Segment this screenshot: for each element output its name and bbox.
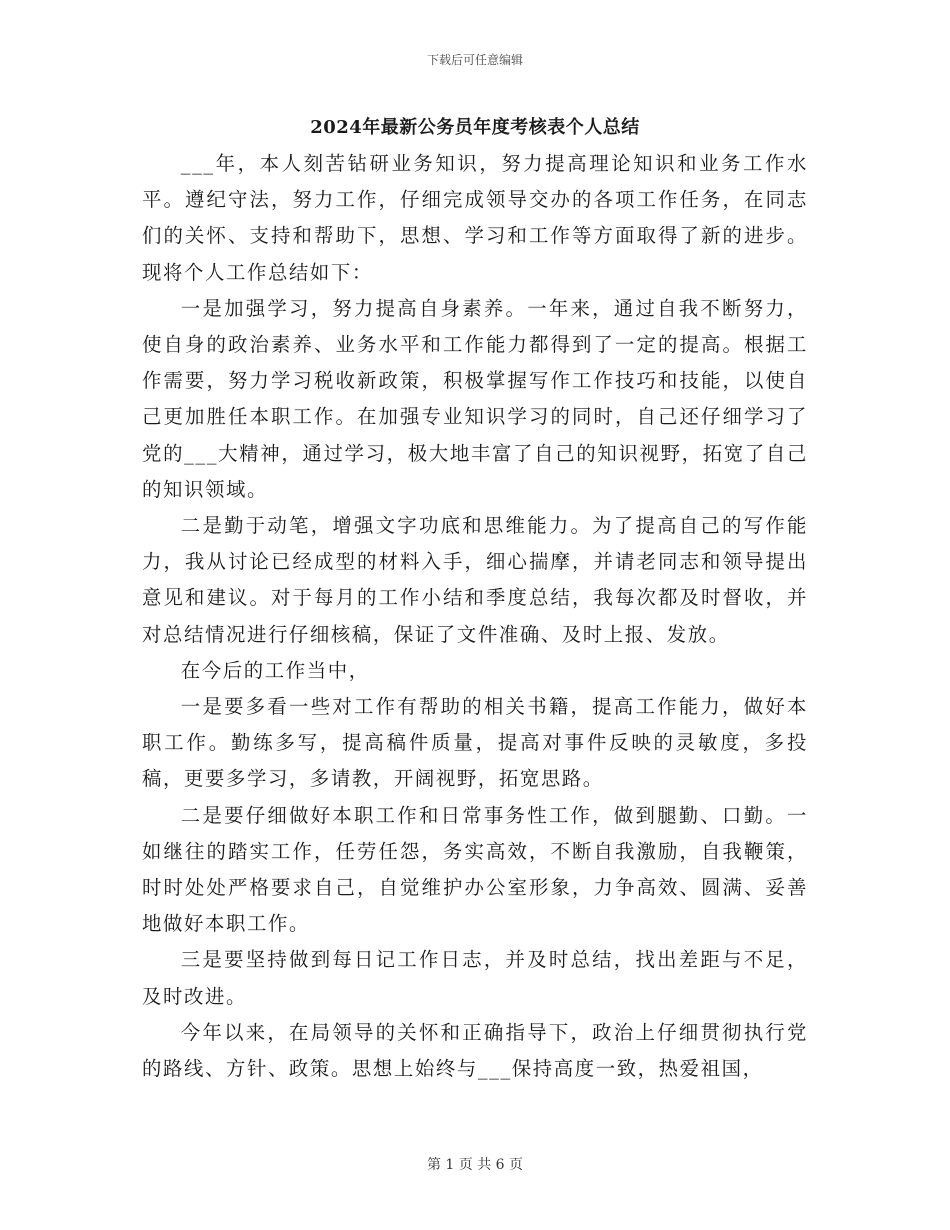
document-title: 2024年最新公务员年度考核表个人总结 [310,117,640,138]
page-header: 下载后可任意编辑 [426,53,523,67]
document-body [142,146,808,1087]
paragraph-study: 一是加强学习，努力提高自身素养。一年来，通过自我不断努力，使自身的政治素养、业务水平和工作能力都得到了一定的提高。根据工作需要，努力学习税收新政策，积极掌握写作工作技巧和技能，以使自己更加胜任本职工作。在加强专业知识学习的同时，自己还仔细学习了党的___大精神，通过学习，极大地丰富了自己的知识视野，拓宽了自己的知识领域。 [142,296,808,501]
paragraph-future-three: 三是要坚持做到每日记工作日志，并及时总结，找出差距与不足，及时改进。 [142,948,808,1008]
paragraph-writing: 二是勤于动笔，增强文字功底和思维能力。为了提高自己的写作能力，我从讨论已经成型的材料入手，细心揣摩，并请老同志和领导提出意见和建议。对于每月的工作小结和季度总结，我每次都及时督收，并对总结情况进行仔细核稿，保证了文件准确、及时上报、发放。 [142,514,808,646]
paragraph-this-year: 今年以来，在局领导的关怀和正确指导下，政治上仔细贯彻执行党的路线、方针、政策。思想上始终与___保持高度一致，热爱祖国， [142,1020,808,1081]
paragraph-intro: ___年，本人刻苦钻研业务知识，努力提高理论知识和业务工作水平。遵纪守法，努力工作，仔细完成领导交办的各项工作任务，在同志们的关怀、支持和帮助下，思想、学习和工作等方面取得了新的进步。现将个人工作总结如下： [142,152,808,284]
paragraph-future-two: 二是要仔细做好本职工作和日常事务性工作，做到腿勤、口勤。一如继往的踏实工作，任劳任怨，务实高效，不断自我激励，自我鞭策，时时处处严格要求自己，自觉维护办公室形象，力争高效、圆满、妥善地做好本职工作。 [142,803,808,936]
page-footer: 第 1 页 共 6 页 [426,1157,524,1173]
paragraph-future-intro: 在今后的工作当中， [180,658,370,682]
paragraph-future-one: 一是要多看一些对工作有帮助的相关书籍，提高工作能力，做好本职工作。勤练多写，提高稿件质量，提高对事件反映的灵敏度，多投稿，更要多学习，多请教，开阔视野，拓宽思路。 [142,695,808,791]
